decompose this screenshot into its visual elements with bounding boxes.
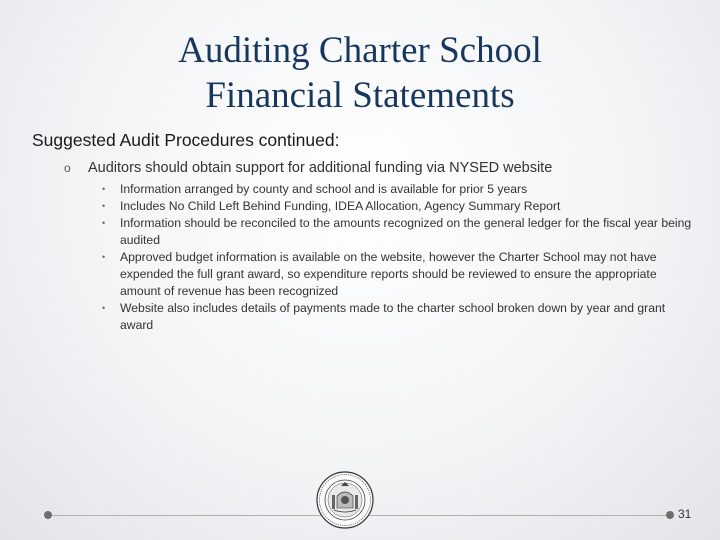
level1-text: Auditors should obtain support for additional funding via NYSED website <box>88 160 553 176</box>
list-item <box>102 215 692 249</box>
bullet-icon: • <box>102 201 106 211</box>
title-line-2: Financial Statements <box>205 75 515 116</box>
bullet-icon: • <box>102 252 106 262</box>
list-item <box>102 181 692 198</box>
list-item <box>102 300 692 334</box>
slide-title <box>60 28 660 118</box>
list-item-text: Website also includes details of payments made to the charter school broken down by year and grant award <box>120 301 666 332</box>
footer-left-dot <box>44 511 52 519</box>
list-item-text: Information arranged by county and school and is available for prior 5 years <box>120 182 528 196</box>
level1-item <box>64 160 664 176</box>
list-item-text: Information should be reconciled to the amounts recognized on the general ledger for the fiscal year being audited <box>120 216 692 247</box>
list-item <box>102 249 692 300</box>
bullet-icon: • <box>102 184 106 194</box>
subheading: Suggested Audit Procedures continued: <box>32 130 340 150</box>
list-item-text: Includes No Child Left Behind Funding, IDEA Allocation, Agency Summary Report <box>120 199 561 213</box>
list-item <box>102 198 692 215</box>
title-line-1: Auditing Charter School <box>178 30 542 71</box>
page-number: 31 <box>678 507 692 521</box>
list-item-text: Approved budget information is available on the website, however the Charter School may not have expended the full grant award, so expenditure reports should be reviewed to ensure the appropriate amount of revenue has been recognized <box>120 250 657 298</box>
hollow-bullet-icon: o <box>64 161 71 175</box>
nysed-seal-icon <box>315 470 375 530</box>
bullet-icon: • <box>102 218 106 228</box>
bullet-list <box>102 181 692 334</box>
footer-right-dot <box>666 511 674 519</box>
bullet-icon: • <box>102 303 106 313</box>
